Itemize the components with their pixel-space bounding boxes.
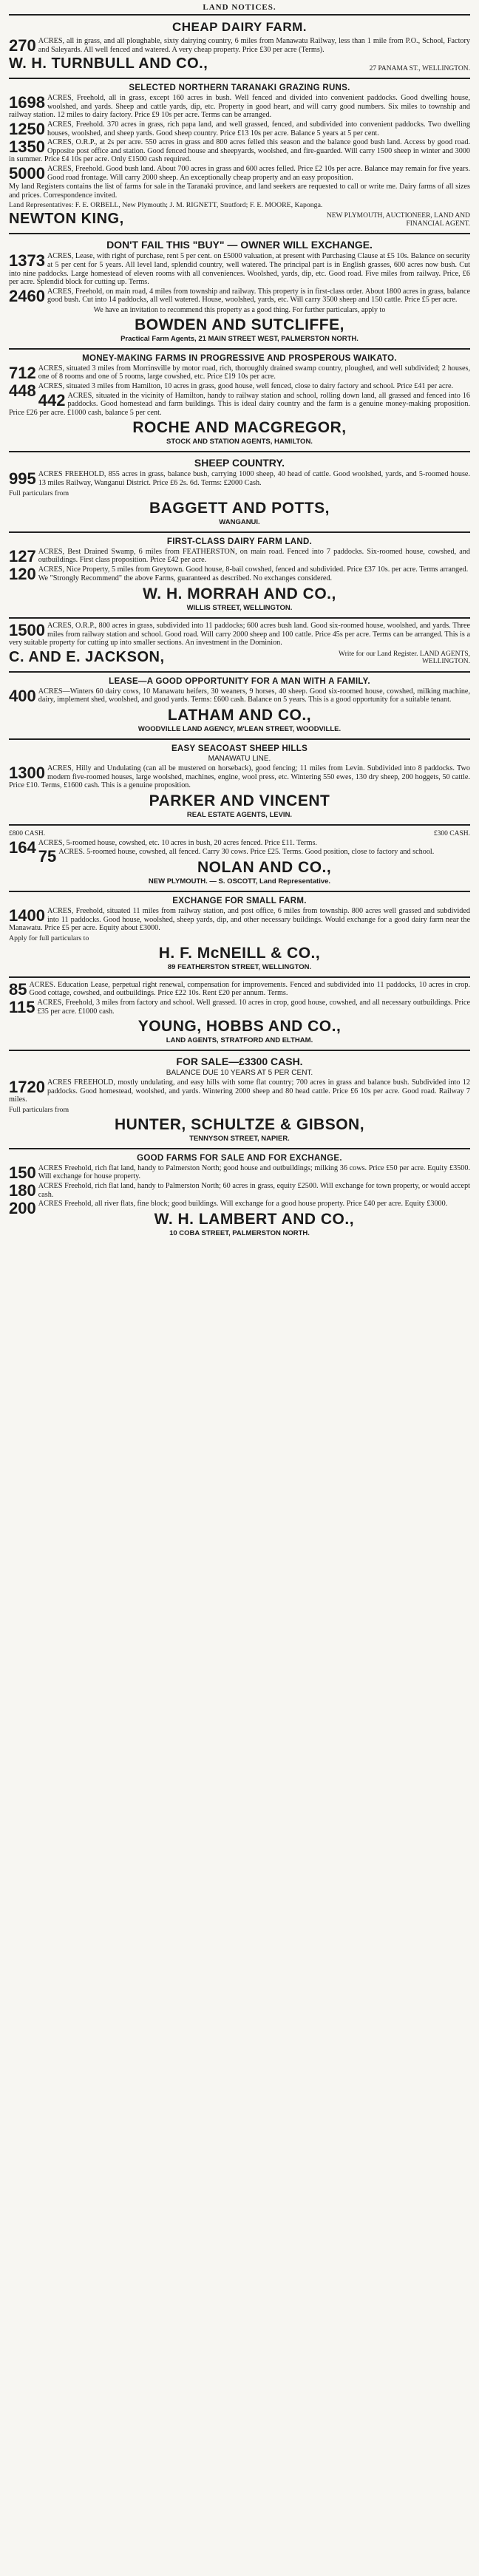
ad-exchange-small-farm: [9, 894, 470, 974]
agent-name: NOLAN AND CO.,: [197, 858, 332, 876]
agent-name: YOUNG, HOBBS AND CO.,: [137, 1018, 342, 1036]
listing-text: ACRES, Nice Property, 5 miles from Greytown. Good house, 8-bail cowshed, fenced and subdivided. Price £37 10s. per acre. Terms arranged.: [38, 565, 469, 574]
agent-name: BAGGETT AND POTTS,: [149, 499, 330, 517]
listing: [9, 392, 470, 418]
listing-text: ACRES, O.R.P., 800 acres in grass, subdivided into 11 paddocks; 600 acres bush land. Good six-roomed house, woolshed, and yards. Three miles from railway station and school. Good road. Will carry 2000 sheep and 100 cattle. Price 45s per acre. Terms can be arranged. This is a very suitable property for cutting up into smaller sections. An investment in the Dominion.: [9, 622, 470, 648]
listing-text: ACRES, Freehold, situated 11 miles from railway station, and post office, 6 miles from township. 800 acres well grassed and subdivided into 11 paddocks. Good house, woolshed, sheep yards, dip, and other necessary buildings. Would exchange for a good dairy farm near the Manawatu. Price £5 per acre. Equity about £3000.: [9, 906, 470, 933]
divider: [9, 14, 470, 16]
listing-text: ACRES, Lease, with right of purchase, rent 5 per cent. on £5000 valuation, at present with Purchasing Clause at £5 10s. Balance on security at 5 per cent for 5 years. All level land, splendid country, well watered. The principal part is in English grasses, 600 acres now bush. Cut into nine paddocks. Large homestead of eleven rooms with all conveniences. Woolshed, yards, dip, etc. Good road. Five miles from railway. Price, £6 per acre. Splendid block for cutting up. Terms.: [9, 252, 470, 287]
cash-label-right: £300 CASH.: [433, 829, 470, 837]
agent-name: C. AND E. JACKSON,: [9, 648, 165, 665]
agent-address: WILLIS STREET, WELLINGTON.: [186, 604, 293, 612]
listing-acres: 1720: [9, 1078, 45, 1097]
agent-address: Practical Farm Agents, 21 MAIN STREET WEST, PALMERSTON NORTH.: [120, 334, 359, 343]
listing-text: ACRES FREEHOLD, mostly undulating, and easy hills with some flat country; 700 acres in grass and balance bush. Subdivided into 12 paddocks. Good homestead, woolshed, and yards. Wintering 2000 sheep and 80 head cattle. Price £6 10s per acre. Good road. Railway 7 miles.: [9, 1078, 470, 1104]
cash-label-left: £800 CASH.: [9, 829, 46, 837]
agent-line: [9, 649, 470, 666]
listing-text: ACRES, Best Drained Swamp, 6 miles from FEATHERSTON, on main road. Fenced into 7 paddocks. Six-roomed house, cowshed, and outbuildings. First class proposition. Price £42 per acre.: [38, 547, 470, 565]
listing-acres: 120: [9, 564, 36, 583]
ad-note: My land Registers contains the list of farms for sale in the Taranaki province, and land seekers are requested to call or write me. Dairy farms of all sizes and prices. Correspondence invited.: [9, 183, 470, 200]
ad-note: Apply for full particulars to: [9, 934, 89, 942]
listing-acres: 5000: [9, 163, 45, 183]
divider: [9, 348, 470, 350]
listing: [9, 1164, 470, 1181]
divider: [9, 233, 470, 234]
land-representatives: Land Representatives: F. E. ORBELL, New Plymouth; J. M. RIGNETT, Stratford; F. E. MOORE, Kaponga.: [9, 201, 323, 210]
listing-text: ACRES, Hilly and Undulating (can all be mustered on horseback), good fencing; 11 miles from Levin. Subdivided into 8 paddocks. Two modern five-roomed houses, large woolshed, machines, engine, wool press, etc. Wintering 550 ewes, 130 dry sheep, 200 hoggets, 50 cattle. Price £10. Terms, £1600 cash. This is a genuine proposition.: [9, 764, 470, 790]
listing-text: ACRES, situated 3 miles from Morrinsville by motor road, rich, thoroughly drained swamp country, ploughed, and well subdivided; 2 houses, one of 8 rooms and one of 5 rooms, large cowshed, etc. Price £19 10s per acre.: [38, 364, 470, 381]
listing: [9, 687, 470, 704]
listing-text: ACRES Freehold, all river flats, fine block; good buildings. Will exchange for a good house property. Price £40 per acre. Equity £3000.: [38, 1200, 448, 1209]
agent-address: REAL ESTATE AGENTS, LEVIN.: [186, 810, 293, 819]
ad-note: We "Strongly Recommend" the above Farms, guaranteed as described. No exchanges considered.: [38, 574, 333, 583]
listing: [9, 981, 470, 998]
listing: [9, 1182, 470, 1199]
listing-text: ACRES, Freehold. 370 acres in grass, rich papa land, and well grassed, fenced, and subdivided into convenient paddocks. Two dwelling houses, woolshed, and sheep yards. Good sheep country. Price £13 10s per acre. Balance 5 years at 5 per cent.: [47, 120, 470, 137]
listing-acres: 1250: [9, 119, 45, 138]
ad-heading: MONEY-MAKING FARMS IN PROGRESSIVE AND PROSPEROUS WAIKATO.: [82, 353, 397, 363]
divider: [9, 78, 470, 79]
listing-acres: 712: [9, 363, 36, 382]
ad-good-farms-exchange: [9, 1152, 470, 1240]
listing: [9, 165, 470, 182]
agent-address: NEW PLYMOUTH, AUCTIONEER, LAND AND FINANCIAL AGENT.: [326, 212, 470, 228]
ad-first-class-dairy: [9, 535, 470, 615]
listing-acres: 75: [38, 847, 57, 866]
listing-acres: 200: [9, 1199, 36, 1218]
listing-text: ACRES, Freehold, on main road, 4 miles from township and railway. This property is in first-class order. About 1800 acres in grass, balance good bush. Cut into 14 paddocks, all well watered. House, woolshed, yards, etc. Will carry 3500 sheep and 150 cattle. Price £5 per acre.: [47, 287, 470, 305]
listing: [9, 120, 470, 137]
agent-address: LAND AGENTS, STRATFORD AND ELTHAM.: [166, 1036, 313, 1045]
listing: [9, 999, 470, 1016]
listing: [9, 907, 470, 933]
listing: [9, 764, 470, 790]
agent-address: STOCK AND STATION AGENTS, HAMILTON.: [166, 438, 313, 446]
agent-name: W. H. MORRAH AND CO.,: [143, 585, 336, 602]
ad-lease-opportunity: [9, 675, 470, 736]
agent-line: [9, 211, 470, 228]
listing-text: ACRES. 5-roomed house, cowshed, all fenced. Carry 30 cows. Price £25. Terms. Good position, close to factory and school.: [58, 848, 435, 857]
listing-text: ACRES, Freehold, all in grass, except 160 acres in bush. Well fenced and divided into convenient paddocks. Good dwelling house, woolshed, and yards. Sheep and cattle yards, dip, etc. Property in good heart, and will carry good numbers. Six miles to township and railway station. 12 miles to dairy factory. Price £9 10s per acre. Terms can be arranged.: [9, 94, 470, 120]
page-title: LAND NOTICES.: [203, 3, 276, 12]
ad-heading: DON'T FAIL THIS "BUY" — OWNER WILL EXCHANGE.: [106, 239, 373, 251]
listing-acres: 1500: [9, 621, 45, 639]
agent-address: WANGANUI.: [219, 517, 260, 526]
ad-heading: SELECTED NORTHERN TARANAKI GRAZING RUNS.: [129, 84, 350, 93]
divider: [9, 891, 470, 892]
agent-name: HUNTER, SCHULTZE & GIBSON,: [114, 1115, 365, 1133]
listing-text: ACRES Freehold, rich flat land, handy to Palmerston North; good house and outbuildings; milking 36 cows. Price £50 per acre. Equity £3500. Will exchange for house property.: [38, 1163, 470, 1181]
listing-acres: 2460: [9, 286, 45, 305]
agent-name: H. F. McNEILL & CO.,: [158, 944, 321, 962]
divider: [9, 451, 470, 452]
ad-for-sale-napier: [9, 1053, 470, 1146]
divider: [9, 1050, 470, 1051]
listing-text: ACRES. Education Lease, perpetual right renewal, compensation for improvements. Fenced and subdivided into 11 paddocks, 10 acres in crop. Good cottage, cowshed, and outbuildings. Price £22 10s. Rent £20 per annum. Terms.: [29, 980, 470, 998]
listing: [9, 622, 470, 648]
listing-acres: 1300: [9, 763, 45, 782]
listing-acres: 1350: [9, 137, 45, 157]
ad-heading: SHEEP COUNTRY.: [194, 457, 285, 469]
listing-acres: 270: [9, 36, 36, 55]
agent-name: BOWDEN AND SUTCLIFFE,: [135, 316, 344, 333]
ad-heading: FOR SALE—£3300 CASH.: [176, 1056, 303, 1068]
ad-dont-fail-buy: [9, 237, 470, 346]
ad-young-hobbs: [9, 980, 470, 1047]
listing: [9, 138, 470, 164]
listing-acres: 442: [38, 390, 66, 409]
agent-address: Write for our Land Register. LAND AGENTS, WELLINGTON.: [339, 650, 470, 666]
listing-acres: 995: [9, 469, 36, 489]
listing-text: ACRES, 5-roomed house, cowshed, etc. 10 acres in bush, 20 acres fenced. Price £11. Terms.: [38, 838, 317, 847]
ad-note: Full particulars from: [9, 489, 69, 497]
listing-acres: 85: [9, 979, 27, 999]
ad-jackson-orp: [9, 621, 470, 669]
listing-acres: 180: [9, 1181, 36, 1200]
divider: [9, 617, 470, 619]
ad-seacoast-sheep: [9, 742, 470, 822]
listing: [9, 288, 470, 305]
agent-name: W. H. LAMBERT AND CO.,: [154, 1210, 355, 1228]
listing-acres: 127: [9, 546, 36, 565]
listing-text: ACRES, Freehold. Good bush land. About 700 acres in grass and 600 acres felled. Price £2 10s per acre. Balance may remain for five years. Good road frontage. Will carry 2000 sheep. An exceptionally cheap property and an easy proposition.: [47, 164, 470, 182]
listing: [9, 1199, 470, 1218]
listing: [9, 364, 470, 381]
listing-text: ACRES, Freehold, 3 miles from factory and school. Well grassed. 10 acres in crop, good house, cowshed, and all necessary outbuildings. Price £35 per acre. £1000 cash.: [37, 998, 470, 1016]
agent-address: WOODVILLE LAND AGENCY, M'LEAN STREET, WOODVILLE.: [137, 724, 342, 733]
agent-address: TENNYSON STREET, NAPIER.: [189, 1134, 290, 1143]
ad-heading: FIRST-CLASS DAIRY FARM LAND.: [166, 537, 313, 546]
ad-note: We have an invitation to recommend this property as a good thing. For further particulars, apply to: [93, 305, 386, 314]
listing: [9, 252, 470, 286]
listing-text: ACRES, situated 3 miles from Hamilton, 10 acres in grass, good house, well fenced, close to dairy factory and school. Price £41 per acre.: [38, 382, 454, 391]
listing: [9, 1078, 470, 1104]
ad-subheading: MANAWATU LINE.: [208, 754, 271, 763]
listing-acres: 1373: [9, 251, 45, 271]
divider: [9, 738, 470, 740]
ad-heading: EASY SEACOAST SHEEP HILLS: [171, 744, 308, 753]
agent-address: 27 PANAMA ST., WELLINGTON.: [369, 64, 470, 72]
listing-acres: 400: [9, 686, 36, 705]
cash-labels: [9, 830, 470, 837]
land-notices-page: [9, 0, 470, 1240]
agent-name: LATHAM AND CO.,: [167, 706, 312, 724]
listing-text: ACRES, O.R.P., at 2s per acre. 550 acres in grass and 800 acres felled this season and the balance good bush land. Access by good road. Opposite post office and station. Good fenced house and sheepyards, woolshed, and fire-guarded. Will carry 1500 sheep in winter and 3000 in summer. Price £4 10s per acre. Only £1500 cash required.: [9, 138, 470, 164]
agent-address: NEW PLYMOUTH. — S. OSCOTT, Land Representative.: [148, 877, 331, 886]
listing-acres: 1400: [9, 905, 45, 925]
listing-text: ACRES Freehold, rich flat land, handy to Palmerston North; 60 acres in grass, equity £2500. Will exchange for town property, or would accept cash.: [38, 1182, 470, 1199]
divider: [9, 824, 470, 826]
agent-line: [9, 55, 470, 72]
ad-taranaki-runs: [9, 81, 470, 231]
agent-name: W. H. TURNBULL AND CO.,: [9, 55, 208, 72]
divider: [9, 1148, 470, 1149]
listing-acres: 164: [9, 837, 36, 857]
ad-cheap-dairy-farm: [9, 18, 470, 75]
agent-name: PARKER AND VINCENT: [149, 792, 330, 809]
agent-address: 10 COBA STREET, PALMERSTON NORTH.: [169, 1228, 310, 1237]
ad-sheep-country: [9, 455, 470, 529]
ad-waikato-farms: [9, 352, 470, 449]
listing: [9, 37, 470, 54]
listing: [9, 548, 470, 565]
agent-name: ROCHE AND MACGREGOR,: [132, 419, 347, 437]
agent-address: 89 FEATHERSTON STREET, WELLINGTON.: [167, 962, 312, 971]
ad-subheading: BALANCE DUE 10 YEARS AT 5 PER CENT.: [166, 1069, 313, 1078]
divider: [9, 671, 470, 673]
listing: [9, 94, 470, 120]
listing-acres: 1698: [9, 93, 45, 112]
listing-text: ACRES, situated in the vicinity of Hamilton, handy to railway station and school, rolling down land, all grassed and fenced into 16 paddocks. Good homestead and farm buildings. This is ideal dairy country and the farm is a genuine money-making proposition. Price £26 per acre. £1000 cash, balance 5 per cent.: [9, 391, 470, 417]
agent-name: NEWTON KING,: [9, 211, 124, 228]
divider: [9, 531, 470, 533]
ad-note: Full particulars from: [9, 1105, 69, 1114]
listing-acres: 115: [9, 997, 35, 1016]
listing-acres: 150: [9, 1163, 36, 1182]
ad-heading: EXCHANGE FOR SMALL FARM.: [172, 896, 307, 905]
divider: [9, 976, 470, 978]
listing-text: ACRES, all in grass, and all ploughable, sixty dairying country, 6 miles from Manawatu Railway, less than 1 mile from P.O., School, Factory and Saleyards. All well fenced and watered. A very cheap property. Price £30 per acre (Terms).: [38, 37, 470, 54]
listing-text: ACRES FREEHOLD, 855 acres in grass, balance bush, carrying 1000 sheep, 40 head of cattle. Good woolshed, yards, and 5-roomed house. 13 miles Railway, Wanganui District. Price £6 2s. 6d. Terms: £2000 Cash.: [38, 470, 470, 488]
listing-acres: 448: [9, 381, 36, 401]
listing-text: ACRES—Winters 60 dairy cows, 10 Manawatu heifers, 30 weaners, 9 horses, 40 sheep. Good six-roomed house, cowshed, milking machine, dairy, implement shed, woolshed, and good yards. Terms: £600 cash. Balance on 5 years. This is a good opportunity for a suitable tenant.: [38, 687, 470, 704]
ad-heading: LEASE—A GOOD OPPORTUNITY FOR A MAN WITH A FAMILY.: [109, 676, 370, 686]
ad-heading: CHEAP DAIRY FARM.: [172, 20, 307, 34]
listing: [9, 470, 470, 487]
ad-heading: GOOD FARMS FOR SALE AND FOR EXCHANGE.: [137, 1153, 342, 1163]
ad-nolan: [9, 828, 470, 888]
